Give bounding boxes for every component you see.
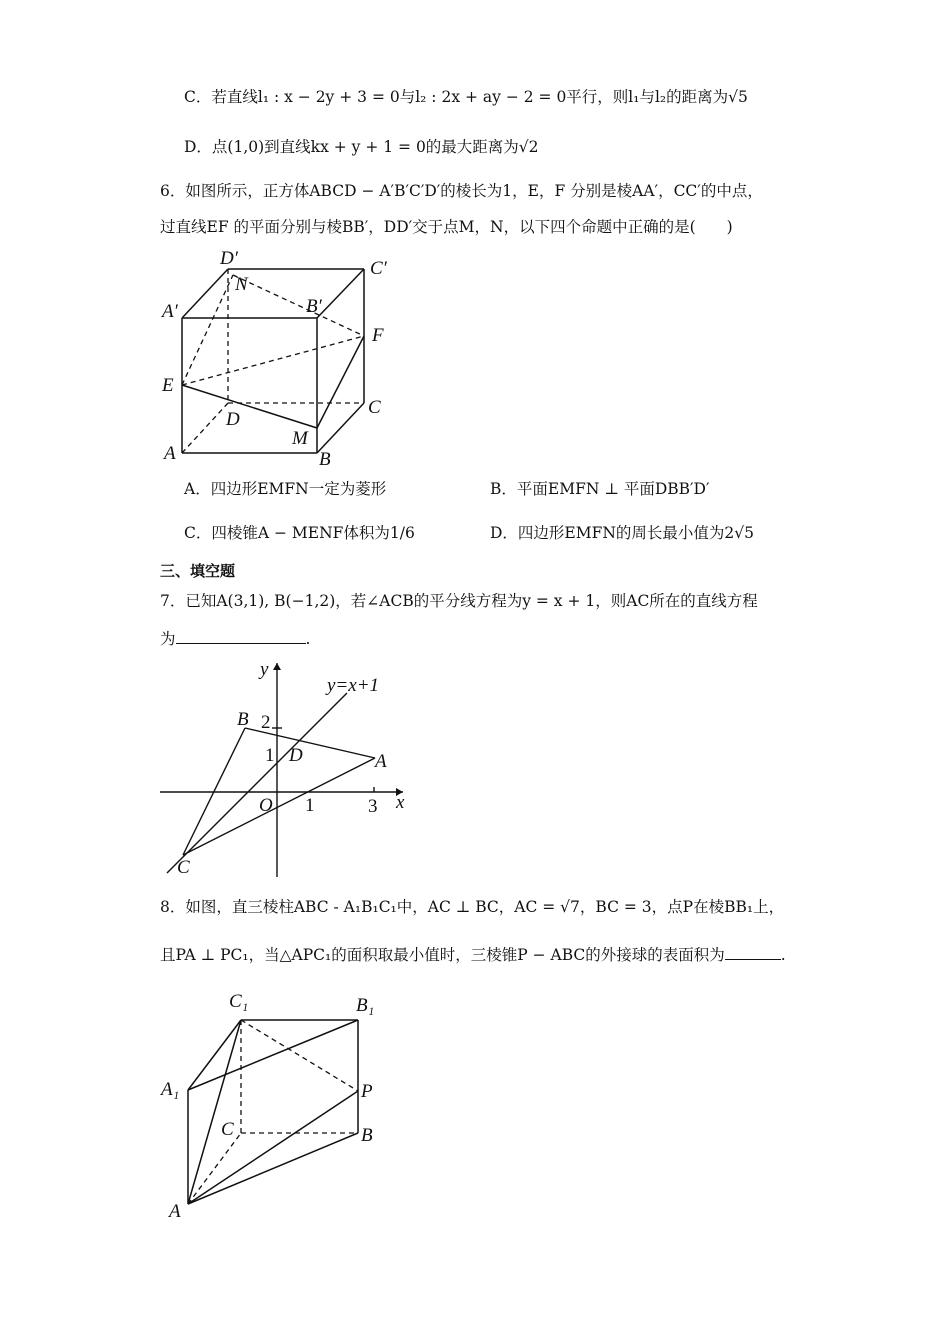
label-one-x: 1 — [305, 795, 315, 816]
q6-option-b: B．平面EMFN ⊥ 平面DBB′D′ — [490, 480, 710, 498]
q6-option-d: D．四边形EMFN的周长最小值为2√5 — [490, 524, 755, 542]
label-c: C — [368, 397, 381, 418]
q8-stem-prefix: 且PA ⊥ PC₁，当△APC₁的面积取最小值时，三棱锥P − ABC的外接球的表面积为 — [160, 946, 725, 964]
label-three: 3 — [368, 796, 378, 817]
segment-m-f — [317, 336, 364, 428]
label-e: E — [162, 375, 174, 396]
label-cp: C′ — [370, 258, 387, 279]
hidden-n-f — [233, 275, 364, 336]
label-c1: C₁ — [229, 991, 249, 1012]
edge-a-b — [188, 1133, 358, 1204]
label-d: D — [289, 745, 303, 766]
q6-option-c: C．四棱锥A − MENF体积为1/6 — [184, 524, 415, 542]
q8-stem-line2 — [160, 944, 786, 966]
label-b: B — [319, 449, 331, 470]
label-f: F — [372, 325, 384, 346]
label-o: O — [259, 795, 273, 816]
prism-figure — [155, 985, 395, 1225]
section-title: 三、填空题 — [160, 562, 236, 580]
q8-answer-blank[interactable] — [725, 945, 781, 960]
q7-stem-line1: 7．已知A(3,1), B(−1,2)，若∠ACB的平分线方程为y = x + 1，则AC所在的直线方程 — [160, 592, 758, 610]
label-a: A — [164, 443, 176, 464]
q7-stem-end: . — [305, 630, 311, 648]
hidden-c1-p — [241, 1020, 358, 1091]
label-b: B — [361, 1125, 373, 1146]
label-dp: D′ — [220, 248, 238, 269]
label-c: C — [177, 857, 190, 878]
line-y-eq-x-plus-1 — [167, 693, 347, 873]
label-ap: A′ — [162, 301, 178, 322]
edge-b-c — [317, 403, 364, 453]
label-a1: A₁ — [161, 1079, 180, 1100]
label-bp: B′ — [306, 296, 322, 317]
cube-figure — [158, 245, 418, 475]
label-p: P — [361, 1081, 373, 1102]
hidden-e-f — [182, 336, 364, 385]
label-d: D — [226, 409, 240, 430]
q7-stem-prefix: 为 — [160, 630, 176, 648]
label-b: B — [237, 709, 249, 730]
q8-stem-line1: 8．如图，直三棱柱ABC - A₁B₁C₁中，AC ⊥ BC，AC = √7，BC = 3，点P在棱BB₁上， — [160, 898, 785, 916]
y-axis-arrow-icon — [273, 663, 281, 670]
segment-a-p — [188, 1091, 358, 1204]
q5-option-d: D．点(1,0)到直线kx + y + 1 = 0的最大距离为√2 — [184, 138, 539, 156]
label-one-y: 1 — [265, 745, 275, 766]
q6-stem-line2: 过直线EF 的平面分别与棱BB′，DD′交于点M，N，以下四个命题中正确的是( ) — [160, 218, 733, 236]
q7-stem-line2 — [160, 628, 310, 650]
label-n: N — [235, 274, 248, 295]
hidden-a-d — [182, 403, 228, 453]
label-a: A — [169, 1201, 181, 1222]
segment-a-c — [183, 758, 375, 855]
label-x: x — [396, 792, 405, 813]
q6-stem-line1: 6．如图所示，正方体ABCD − A′B′C′D′的棱长为1，E，F 分别是棱AA′，CC′的中点， — [160, 182, 763, 200]
label-c: C — [221, 1119, 234, 1140]
label-y: y — [260, 659, 269, 680]
label-m: M — [292, 428, 308, 449]
label-a: A — [375, 751, 387, 772]
segment-a-c1 — [188, 1020, 241, 1204]
edge-a1-b1 — [188, 1020, 358, 1090]
edge-bp-cp — [317, 269, 364, 318]
edge-ap-dp — [182, 269, 228, 318]
q8-stem-end: . — [780, 946, 786, 964]
coordinate-figure — [155, 655, 425, 880]
q5-option-c: C．若直线l₁ : x − 2y + 3 = 0与l₂ : 2x + ay − 2 = 0平行，则l₁与l₂的距离为√5 — [184, 88, 748, 106]
q6-option-a: A．四边形EMFN一定为菱形 — [184, 480, 387, 498]
label-line: y=x+1 — [327, 675, 380, 696]
segment-e-m — [182, 385, 317, 428]
label-b1: B₁ — [356, 995, 375, 1016]
label-two: 2 — [261, 712, 271, 733]
q7-answer-blank[interactable] — [176, 629, 306, 644]
